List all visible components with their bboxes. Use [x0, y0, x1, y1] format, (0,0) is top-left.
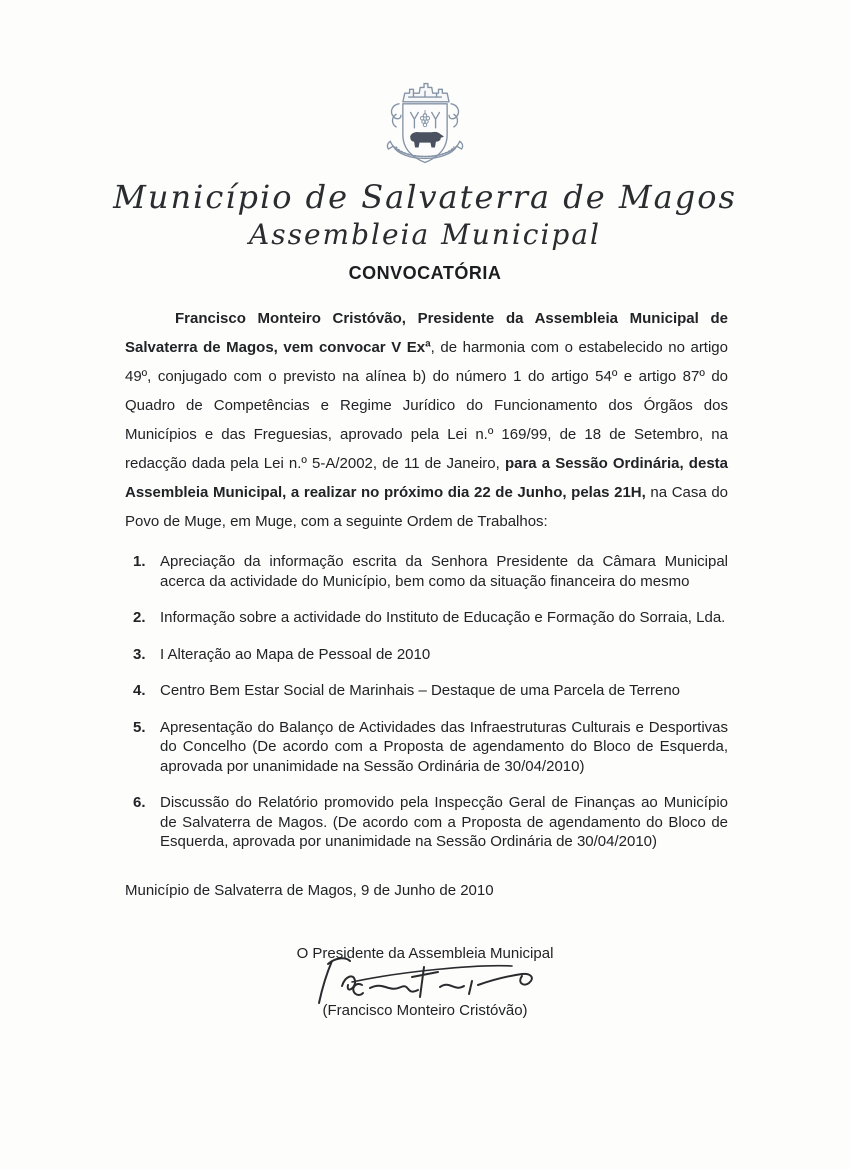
item-text: Centro Bem Estar Social de Marinhais – Destaque de uma Parcela de Terreno	[160, 682, 680, 699]
item-text: I Alteração ao Mapa de Pessoal de 2010	[160, 645, 431, 663]
item-number: 2.	[133, 609, 146, 626]
item-number: 5.	[133, 718, 146, 736]
list-item	[133, 793, 728, 852]
organization-subname: Assembleia Municipal	[249, 218, 601, 251]
list-item	[133, 608, 728, 628]
list-item	[133, 552, 728, 591]
item-number: 4.	[133, 682, 146, 699]
signature-block	[0, 945, 850, 1019]
item-text: Discussão do Relatório promovido pela Inspecção Geral de Finanças ao Município de Salvaterra de Magos. (De acordo com a Proposta de agendamento do Bloco de Esquerda, aprovada por unanimidade na Sessão Ordinária de 30/04/2010)	[160, 794, 728, 850]
list-item	[133, 645, 728, 665]
item-number: 1.	[133, 553, 146, 570]
convocation-paragraph	[125, 304, 728, 536]
municipal-coat-of-arms-icon	[366, 72, 484, 176]
item-number: 3.	[133, 645, 146, 663]
list-item	[133, 681, 728, 701]
paragraph-segment: na Casa do Povo de Muge, em Muge, com a seguinte Ordem de Trabalhos:	[125, 484, 729, 530]
paragraph-segment: , de harmonia com o estabelecido no artigo 49º, conjugado com o previsto na alínea b) do número 1 do artigo 54º e artigo 87º do Quadro de Competências e Regime Jurídico do Funcionamento dos Órgãos dos Municípios e das Freguesias, aprovado pela Lei n.º 169/99, de 18 de Setembro, na redacção dada pela Lei n.º 5-A/2002, de 11 de Janeiro,	[125, 339, 728, 472]
list-item	[133, 718, 728, 777]
item-text: Apresentação do Balanço de Actividades das Infraestruturas Culturais e Desportivas do Concelho (De acordo com a Proposta de agendamento do Bloco de Esquerda, aprovada por unanimidade na Sessão Ordinária de 30/04/2010)	[160, 718, 728, 775]
paragraph-segment: para a Sessão Ordinária, desta Assembleia Municipal, a realizar no próximo dia 22 de Junho, pelas 21H,	[125, 455, 728, 501]
item-number: 6.	[133, 794, 146, 811]
organization-name: Município de Salvaterra de Magos	[113, 178, 737, 216]
signer-title: O Presidente da Assembleia Municipal	[296, 944, 554, 962]
document-title: CONVOCATÓRIA	[348, 263, 502, 283]
place-date-line: Município de Salvaterra de Magos, 9 de Junho de 2010	[125, 881, 494, 899]
signer-name: (Francisco Monteiro Cristóvão)	[322, 1001, 528, 1019]
paragraph-segment: Francisco Monteiro Cristóvão, Presidente da Assembleia Municipal de Salvaterra de Magos, vem convocar V Exª	[125, 310, 728, 356]
item-text: Informação sobre a actividade do Instituto de Educação e Formação do Sorraia, Lda.	[160, 609, 726, 626]
item-text: Apreciação da informação escrita da Senhora Presidente da Câmara Municipal acerca da actividade do Município, bem como da situação financeira do mesmo	[160, 553, 728, 590]
agenda-list	[133, 552, 728, 852]
